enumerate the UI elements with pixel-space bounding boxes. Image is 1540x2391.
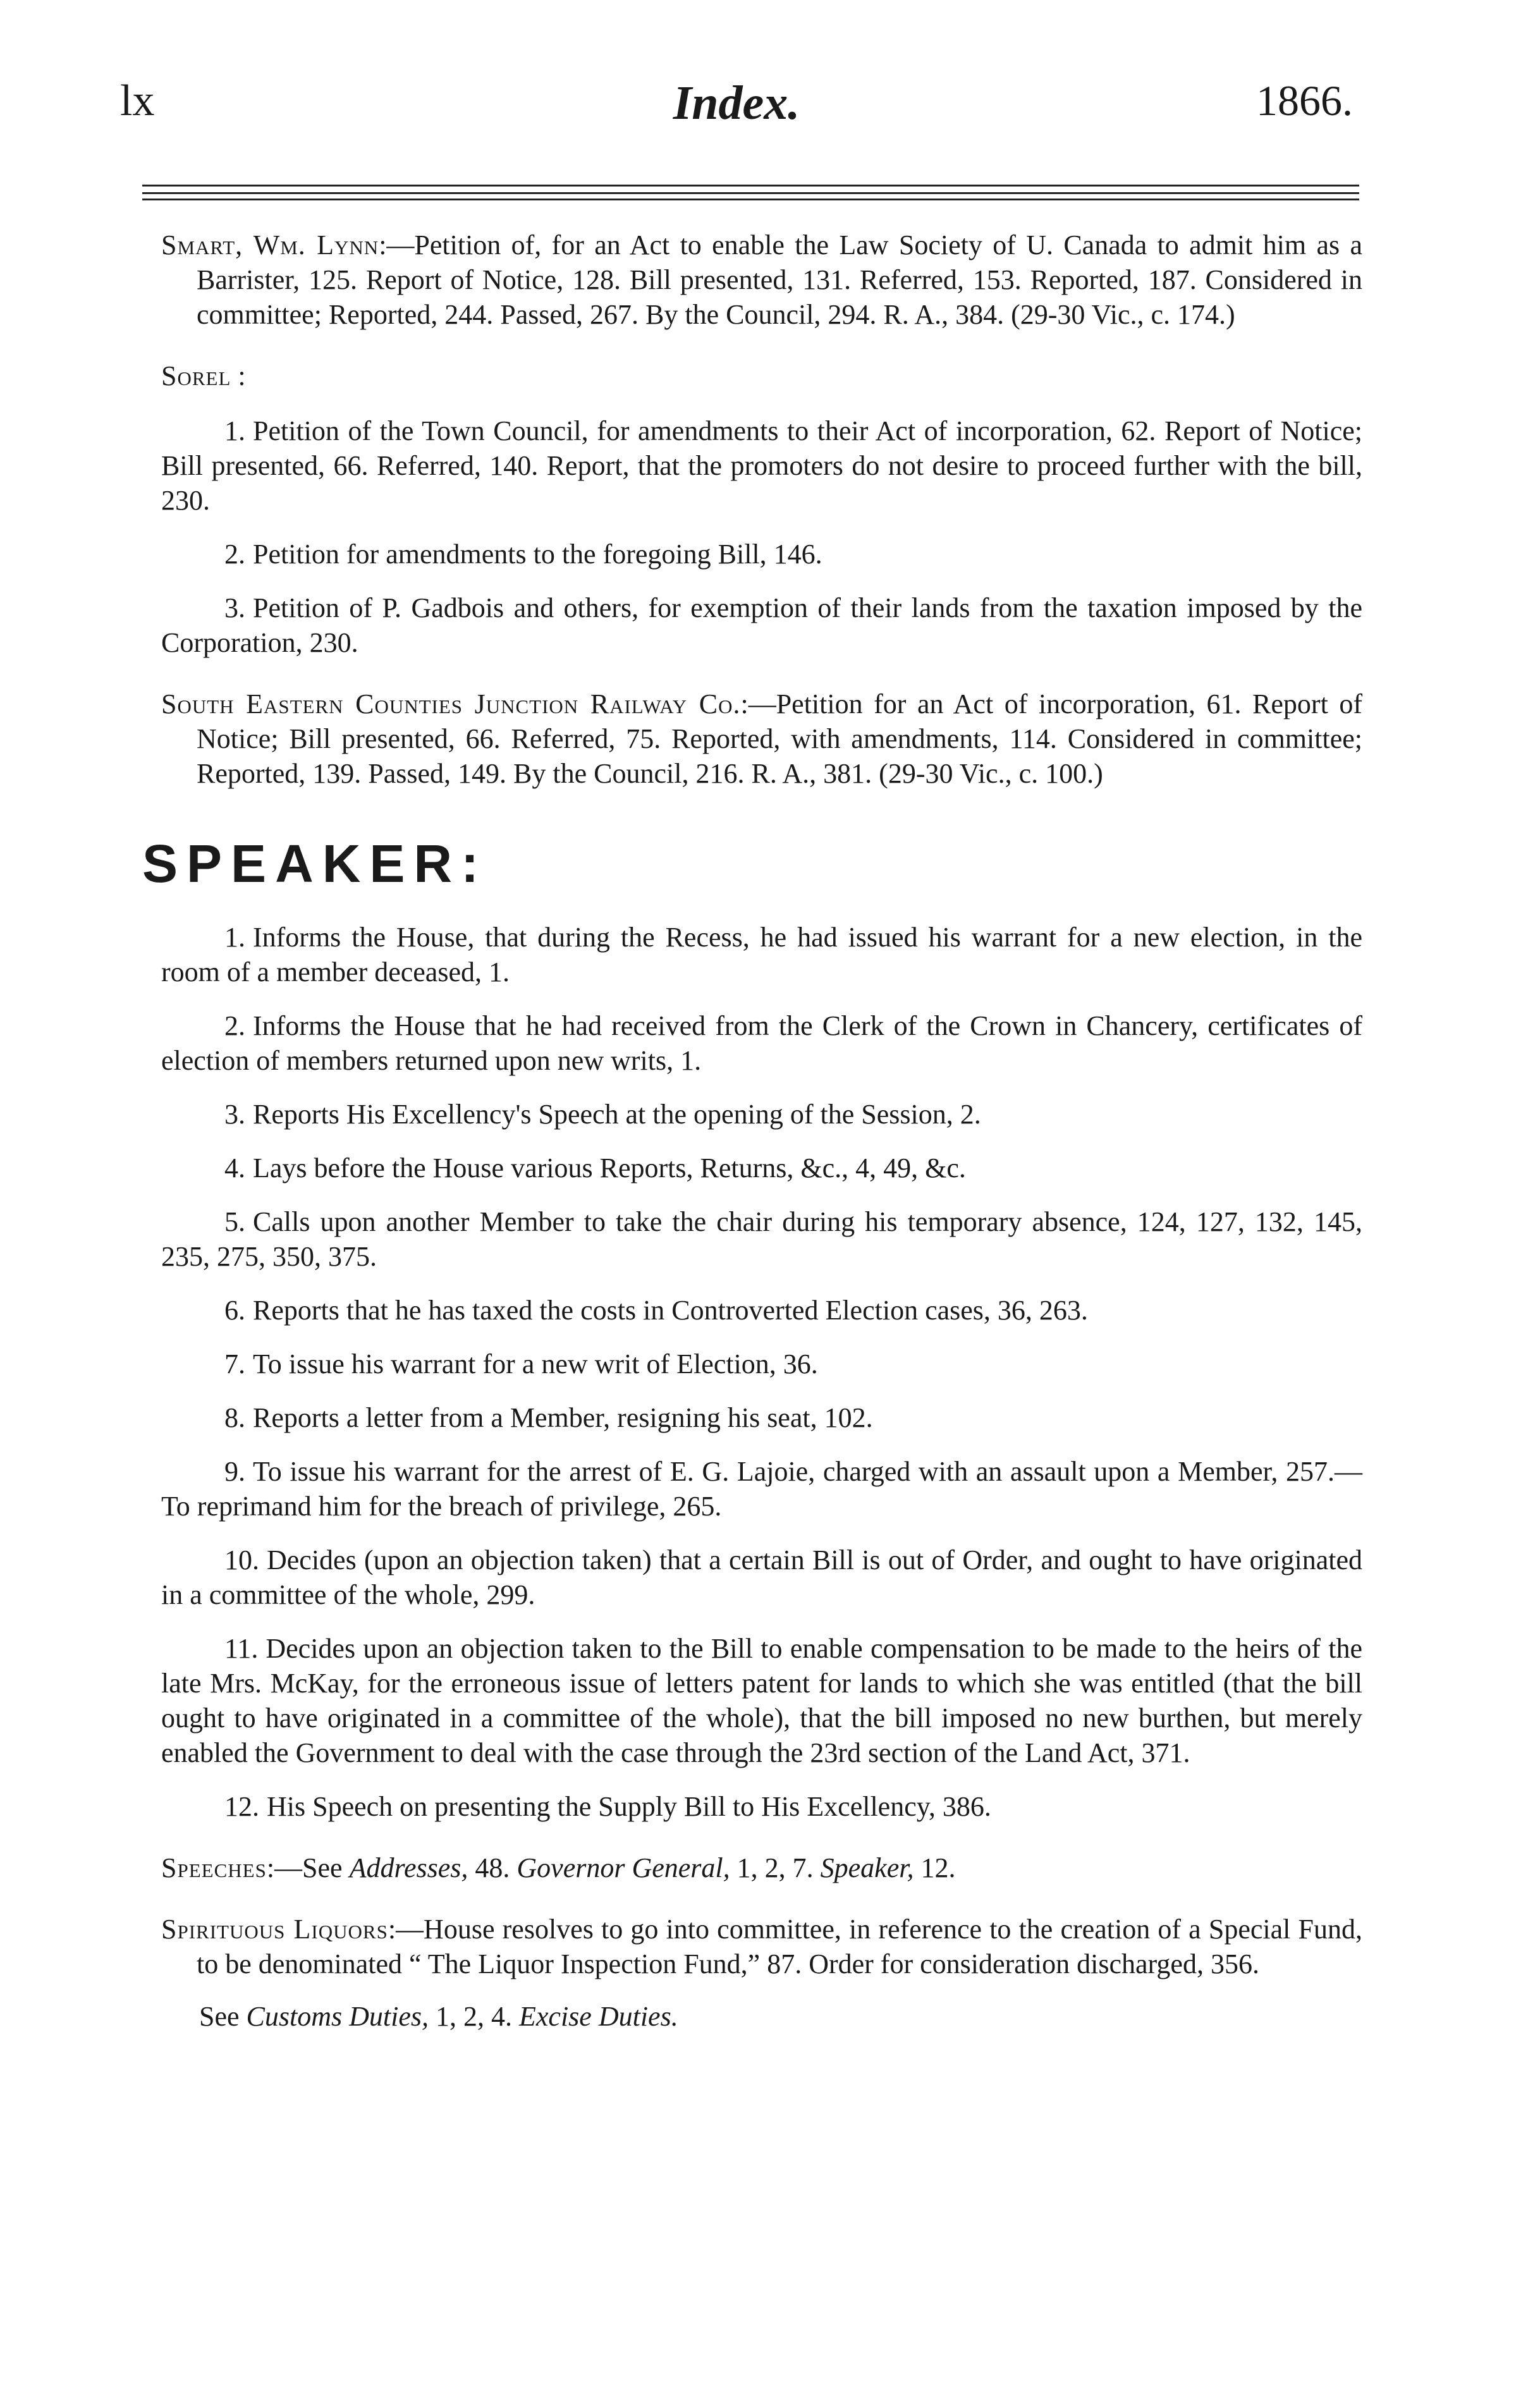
list-item [161,1204,1362,1274]
cross-reference: Speaker, [820,1852,914,1883]
entry-smart [161,228,1362,332]
cross-reference: Addresses, [349,1852,468,1883]
list-item [161,590,1362,660]
entry-sorel [161,358,1362,393]
cross-reference: Customs Duties, [246,2001,429,2032]
see-label: See [199,2001,247,2032]
header-rule [142,199,1359,200]
item-number: 8. [224,1402,245,1433]
page-year: 1866. [1256,76,1353,125]
reference-pages: 1, 2, 4. [429,2001,520,2032]
list-item [161,1400,1362,1435]
item-number: 12. [224,1791,259,1822]
item-number: 1. [224,922,245,953]
entry-heading: Speeches [161,1852,267,1883]
entry-south-eastern [161,687,1362,791]
entry-body: :—House resolves to go into committee, in reference to the creation of a Special Fund, to be denominated “ The Liquor Inspection Fund,” 87. Order for consideration discharged, 356. [197,1914,1363,1979]
list-item [161,1151,1362,1185]
list-item [161,1347,1362,1381]
see-also-line [199,1999,1362,2034]
item-text: Informs the House that he had received from the Clerk of the Crown in Chancery, certificates of election of members returned upon new writs, 1. [161,1010,1362,1076]
cross-reference: Excise Duties. [519,2001,678,2032]
item-number: 7. [224,1348,245,1379]
list-item [161,537,1362,572]
item-text: Lays before the House various Reports, Returns, &c., 4, 49, &c. [253,1153,966,1183]
list-item [161,1543,1362,1612]
list-item [161,413,1362,518]
running-head [120,76,1353,152]
item-text: To issue his warrant for a new writ of Election, 36. [253,1348,818,1379]
item-text: Reports a letter from a Member, resigning his seat, 102. [253,1402,873,1433]
cross-reference: Governor General, [516,1852,730,1883]
item-number: 2. [224,1010,245,1041]
item-text: Informs the House, that during the Recess, he had issued his warrant for a new election, in the room of a member deceased, 1. [161,922,1362,988]
list-item [161,1008,1362,1078]
item-number: 3. [224,592,245,623]
item-text: Petition of the Town Council, for amendments to their Act of incorporation, 62. Report of Notice; Bill presented, 66. Referred, 140. Report, that the promoters do not desire to proceed further with the bill, 230. [161,415,1362,516]
entry-body: :—Petition for an Act of incorporation, 61. Report of Notice; Bill presented, 66. Referred, 75. Reported, with amendments, 114. Considered in committee; Reported, 139. Passed, 149. By the Council, 216. R. A., 381. (29-30 Vic., c. 100.) [197,688,1363,789]
entry-colon: : [238,360,246,391]
list-item [161,1293,1362,1328]
item-number: 6. [224,1295,245,1326]
entry-heading: Sorel [161,360,231,391]
list-item [161,1097,1362,1132]
entry-heading: Spirituous Liquors [161,1914,388,1945]
header-rule [142,185,1359,187]
page-number: lx [120,76,155,125]
item-number: 5. [224,1206,245,1237]
item-number: 9. [224,1456,245,1487]
item-number: 2. [224,539,245,570]
index-content [142,228,1363,2034]
reference-pages: 48. [468,1852,517,1883]
item-text: Reports that he has taxed the costs in Controverted Election cases, 36, 263. [253,1295,1088,1326]
item-text: Petition of P. Gadbois and others, for exemption of their lands from the taxation imposed by the Corporation, 230. [161,592,1362,658]
list-item [161,1789,1362,1824]
item-number: 11. [224,1633,259,1664]
item-text: Calls upon another Member to take the chair during his temporary absence, 124, 127, 132, 145, 235, 275, 350, 375. [161,1206,1362,1272]
header-rule [142,192,1359,194]
entry-heading: South Eastern Counties Junction Railway Co. [161,688,741,719]
item-number: 3. [224,1099,245,1130]
item-text: Reports His Excellency's Speech at the opening of the Session, 2. [253,1099,981,1130]
entry-speeches [161,1850,1362,1885]
reference-pages: 12. [914,1852,956,1883]
item-text: Decides (upon an objection taken) that a certain Bill is out of Order, and ought to have originated in a committee of the whole, 299. [161,1544,1362,1610]
item-number: 4. [224,1153,245,1183]
page-title: Index. [673,76,800,130]
reference-pages: 1, 2, 7. [730,1852,821,1883]
list-item [161,920,1362,989]
item-text: His Speech on presenting the Supply Bill to His Excellency, 386. [267,1791,991,1822]
item-number: 1. [224,415,245,446]
entry-body: :—See [266,1852,350,1883]
list-item [161,1631,1362,1770]
speaker-heading: SPEAKER: [142,834,488,893]
item-number: 10. [224,1544,259,1575]
entry-spirituous-liquors [161,1912,1362,1981]
entry-body: :—Petition of, for an Act to enable the Law Society of U. Canada to admit him as a Barrister, 125. Report of Notice, 128. Bill presented, 131. Referred, 153. Reported, 187. Considered in committee; Reported, 244. Passed, 267. By the Council, 294. R. A., 384. (29-30 Vic., c. 174.) [197,229,1362,330]
item-text: Decides upon an objection taken to the Bill to enable compensation to be made to the heirs of the late Mrs. McKay, for the erroneous issue of letters patent for lands to which she was entitled (that the bill ought to have originated in a committee of the whole), that the bill imposed no new burthen, but merely enabled the Government to deal with the case through the 23rd section of the Land Act, 371. [161,1633,1362,1768]
entry-heading: Smart, Wm. Lynn [161,229,379,260]
item-text: To issue his warrant for the arrest of E. G. Lajoie, charged with an assault upon a Member, 257.—To reprimand him for the breach of privilege, 265. [161,1456,1362,1522]
item-text: Petition for amendments to the foregoing Bill, 146. [253,539,822,570]
list-item [161,1454,1362,1524]
